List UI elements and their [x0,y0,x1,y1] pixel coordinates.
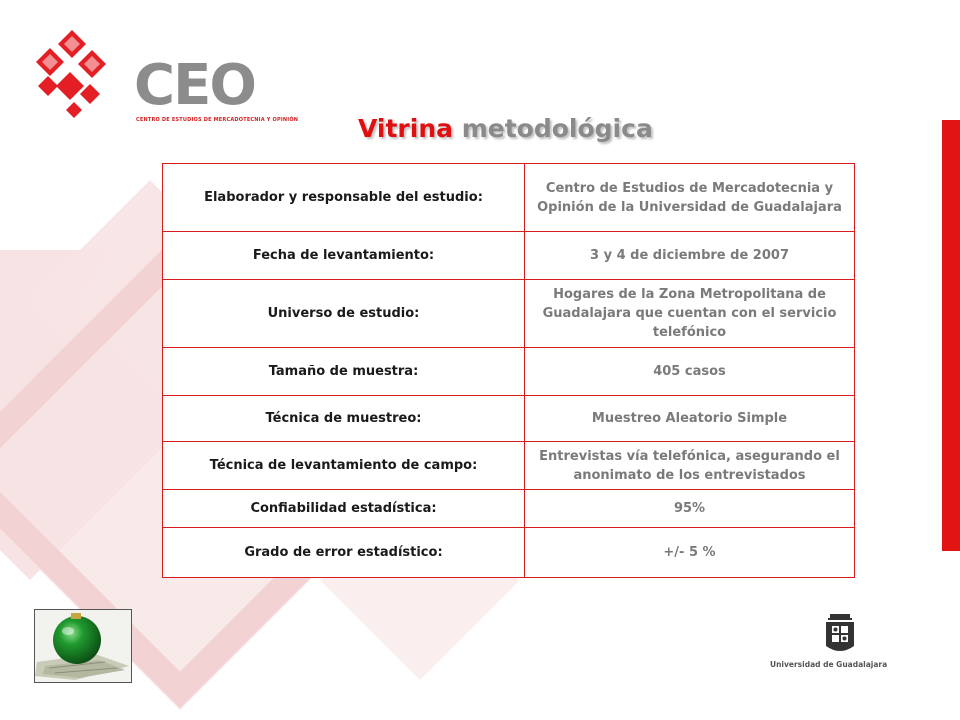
title-part-metodologica: metodológica [461,114,653,143]
table-row [163,232,855,280]
logo-wordmark: CEO [134,53,255,118]
table-row [163,442,855,490]
right-accent-bar [942,120,960,551]
university-seal-icon [770,612,910,660]
row-value: Muestreo Aleatorio Simple [525,396,855,442]
page-title [358,114,653,143]
university-name: Universidad de Guadalajara [770,660,888,669]
red-diamond-cluster-icon [28,28,128,118]
table-row [163,280,855,348]
row-label: Técnica de muestreo: [163,396,525,442]
methodology-table [162,163,855,578]
row-value: Entrevistas vía telefónica, asegurando el anonimato de los entrevistados [525,442,855,490]
logo-subtitle: CENTRO DE ESTUDIOS DE MERCADOTECNIA Y OPINIÓN [136,117,299,123]
row-value: +/- 5 % [525,528,855,578]
row-value: 95% [525,490,855,528]
row-label: Grado de error estadístico: [163,528,525,578]
university-logo [770,612,910,676]
row-value: 405 casos [525,348,855,396]
ornament-thumbnail [34,609,132,683]
row-value: Hogares de la Zona Metropolitana de Guadalajara que cuentan con el servicio telefónico [525,280,855,348]
row-label: Técnica de levantamiento de campo: [163,442,525,490]
table-row [163,348,855,396]
row-value: 3 y 4 de diciembre de 2007 [525,232,855,280]
row-label: Elaborador y responsable del estudio: [163,164,525,232]
row-label: Fecha de levantamiento: [163,232,525,280]
table-row [163,396,855,442]
row-label: Tamaño de muestra: [163,348,525,396]
row-label: Universo de estudio: [163,280,525,348]
ceo-logo [28,28,299,123]
table-row [163,164,855,232]
table-row [163,490,855,528]
row-label: Confiabilidad estadística: [163,490,525,528]
green-ornament-icon [35,610,131,682]
table-row [163,528,855,578]
title-part-vitrina: Vitrina [358,114,453,143]
row-value: Centro de Estudios de Mercadotecnia y Opinión de la Universidad de Guadalajara [525,164,855,232]
